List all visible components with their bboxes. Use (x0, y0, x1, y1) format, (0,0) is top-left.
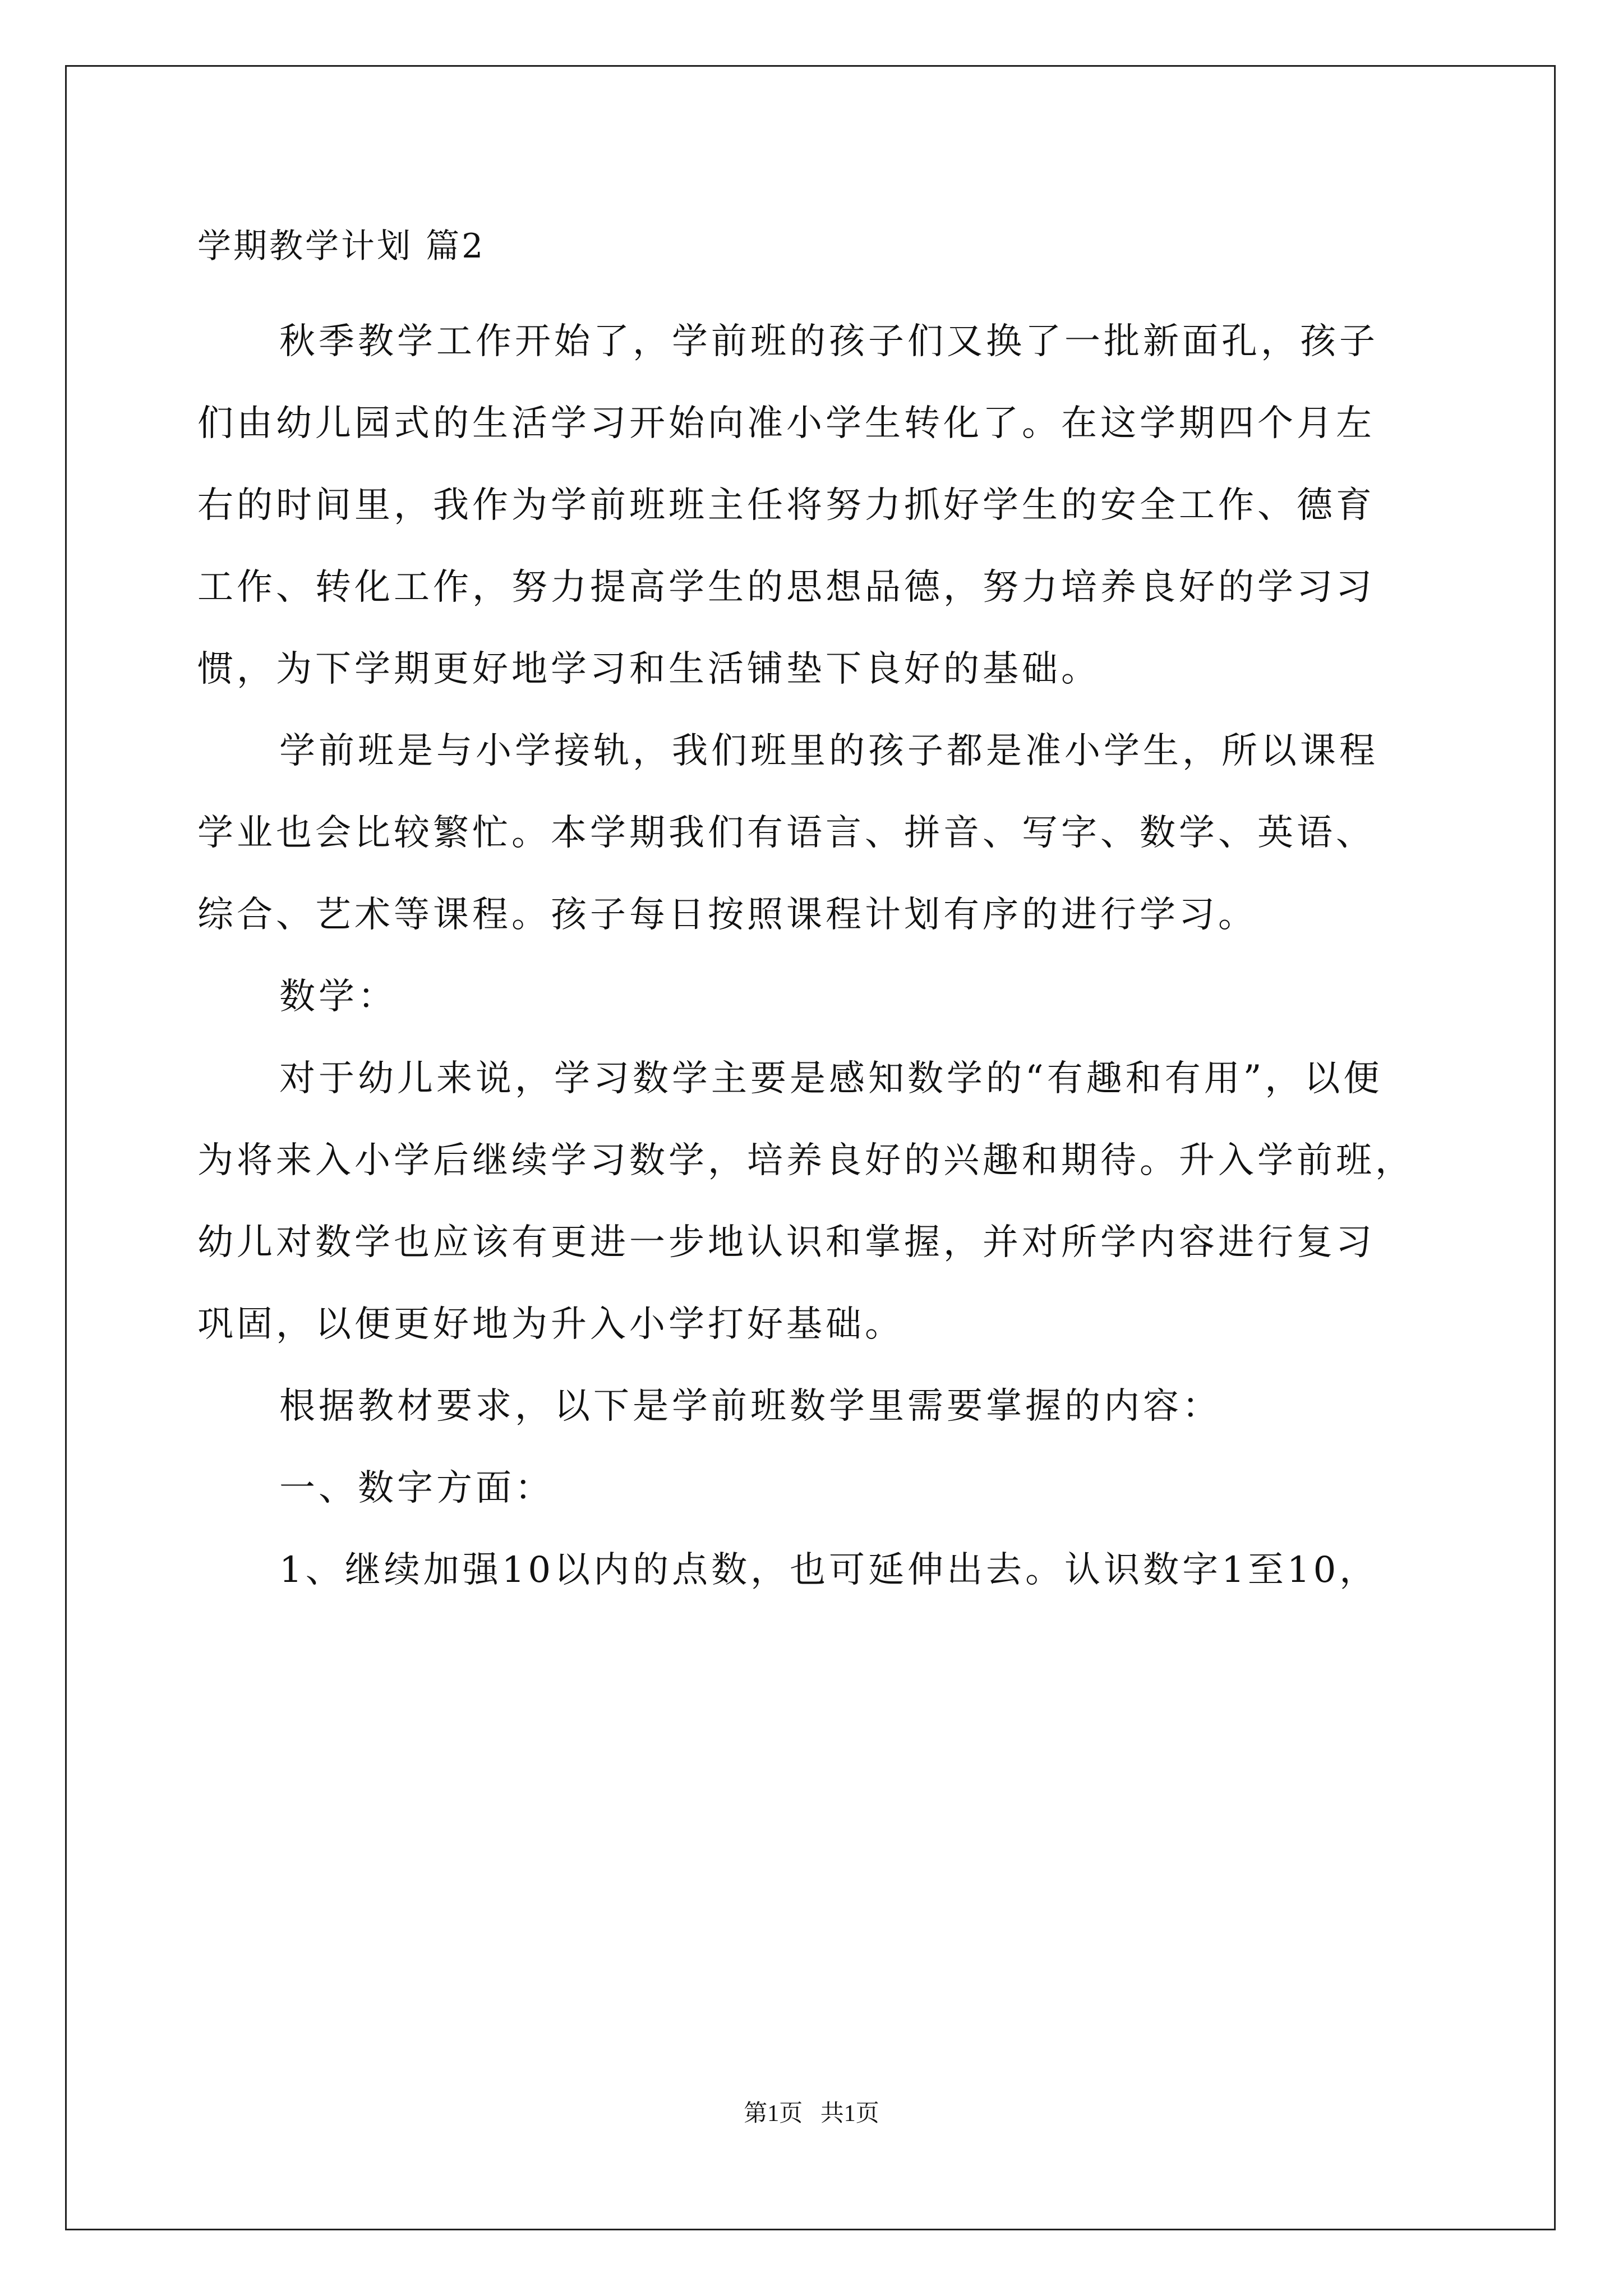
paragraph-line: 综合、艺术等课程。孩子每日按照课程计划有序的进行学习。 (197, 894, 1257, 936)
paragraph (197, 710, 1431, 956)
section-heading (197, 1447, 1431, 1529)
paragraph-line: 惯，为下学期更好地学习和生活铺垫下良好的基础。 (197, 648, 1100, 690)
paragraph-line: 学前班是与小学接轨，我们班里的孩子都是准小学生，所以课程 (279, 730, 1378, 772)
page-number-footer: 第1页 共1页 (744, 2101, 879, 2127)
section-heading (197, 956, 1431, 1038)
paragraph-line: 学业也会比较繁忙。本学期我们有语言、拼音、写字、数学、英语、 (197, 812, 1375, 854)
paragraph-line: 数学： (279, 976, 397, 1018)
paragraph-line: 巩固，以便更好地为升入小学打好基础。 (197, 1304, 904, 1345)
list-item (197, 1529, 1431, 1611)
paragraph-line: 根据教材要求，以下是学前班数学里需要掌握的内容： (279, 1386, 1221, 1427)
document-body (197, 219, 1431, 1611)
paragraph-line: 对于幼儿来说，学习数学主要是感知数学的“有趣和有用”，以便 (279, 1058, 1383, 1099)
document-title: 学期教学计划 篇2 (197, 227, 486, 266)
paragraph-line: 右的时间里，我作为学前班班主任将努力抓好学生的安全工作、德育 (197, 485, 1375, 526)
paragraph-line: 1、继续加强10以内的点数，也可延伸出去。认识数字1至10， (279, 1549, 1379, 1591)
paragraph-line: 工作、转化工作，努力提高学生的思想品德，努力培养良好的学习习 (197, 567, 1375, 608)
paragraph-line: 幼儿对数学也应该有更进一步地认识和掌握，并对所学内容进行复习 (197, 1222, 1375, 1263)
paragraph (197, 1365, 1431, 1447)
paragraph-line: 秋季教学工作开始了，学前班的孩子们又换了一批新面孔，孩子 (279, 321, 1378, 362)
paragraph-line: 一、数字方面： (279, 1467, 554, 1509)
paragraph (197, 1038, 1431, 1365)
paragraph-line: 为将来入小学后继续学习数学，培养良好的兴趣和期待。升入学前班， (197, 1140, 1414, 1181)
paragraph (197, 301, 1431, 710)
paragraph-line: 们由幼儿园式的生活学习开始向准小学生转化了。在这学期四个月左 (197, 403, 1375, 444)
